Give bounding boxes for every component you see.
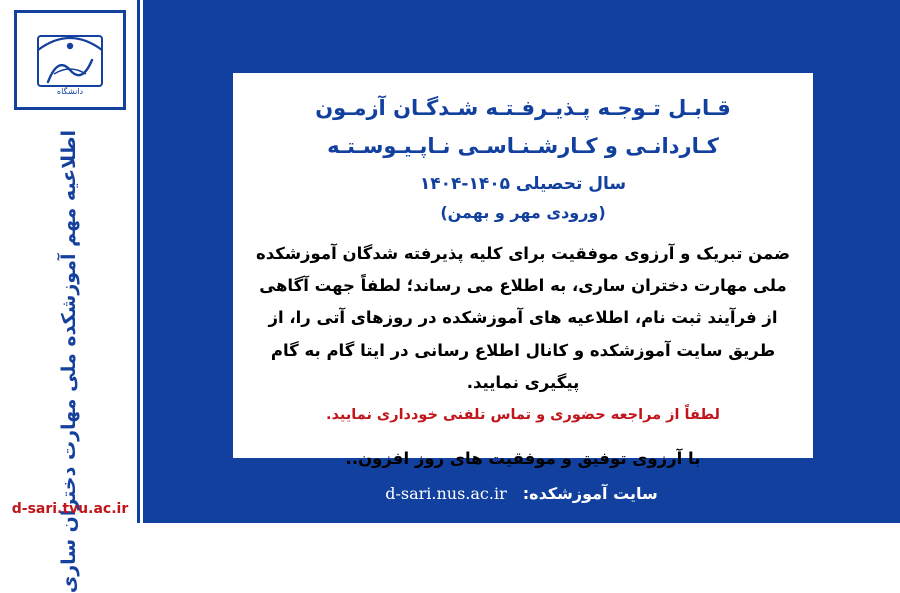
- closing-line: با آرزوی توفیق و موفقیت های روز افزون..: [345, 448, 701, 468]
- announcement-card: [233, 73, 813, 468]
- academic-year: سال تحصیلی ۱۴۰۵-۱۴۰۴: [419, 174, 627, 194]
- headline-line-2: کـاردانـی و کـارشـنـاسـی نـاپـیـوسـتـه: [327, 133, 719, 158]
- university-emblem-icon: [24, 20, 116, 100]
- sidebar-vertical-text: اطلاعیه مهم آموزشکده ملی مهارت دختران ساری: [58, 130, 81, 593]
- headline: [255, 93, 791, 162]
- warning-note: لطفاً از مراجعه حضوری و تماس تلفنی خودداری نمایید.: [326, 406, 720, 423]
- footer: [143, 484, 900, 503]
- footer-site-url[interactable]: d-sari.nus.ac.ir: [385, 484, 507, 503]
- blue-panel: [143, 0, 900, 523]
- footer-site-label: سایت آموزشکده:: [522, 484, 658, 503]
- sidebar: [0, 0, 140, 593]
- sidebar-site-url[interactable]: d-sari.tvu.ac.ir: [11, 501, 129, 517]
- body-paragraph: ضمن تبریک و آرزوی موفقیت برای کلیه پذیرفته شدگان آموزشکده ملی مهارت دختران ساری، به اطلاع می رساند؛ لطفاً جهت آگاهی از فرآیند ثبت نام، اطلاعیه های آموزشکده در روزهای آتی را، از طریق سایت آموزشکده و کانال اطلاع رسانی در ایتا گام به گام پیگیری نمایید.: [255, 244, 791, 392]
- headline-line-1: قـابـل تـوجـه پـذیـرفـتـه شـدگـان آزمـون: [315, 96, 731, 120]
- svg-text:دانشگاه: دانشگاه: [56, 87, 84, 96]
- intake-term: (ورودی مهر و بهمن): [440, 203, 606, 222]
- logo-frame: [14, 10, 126, 110]
